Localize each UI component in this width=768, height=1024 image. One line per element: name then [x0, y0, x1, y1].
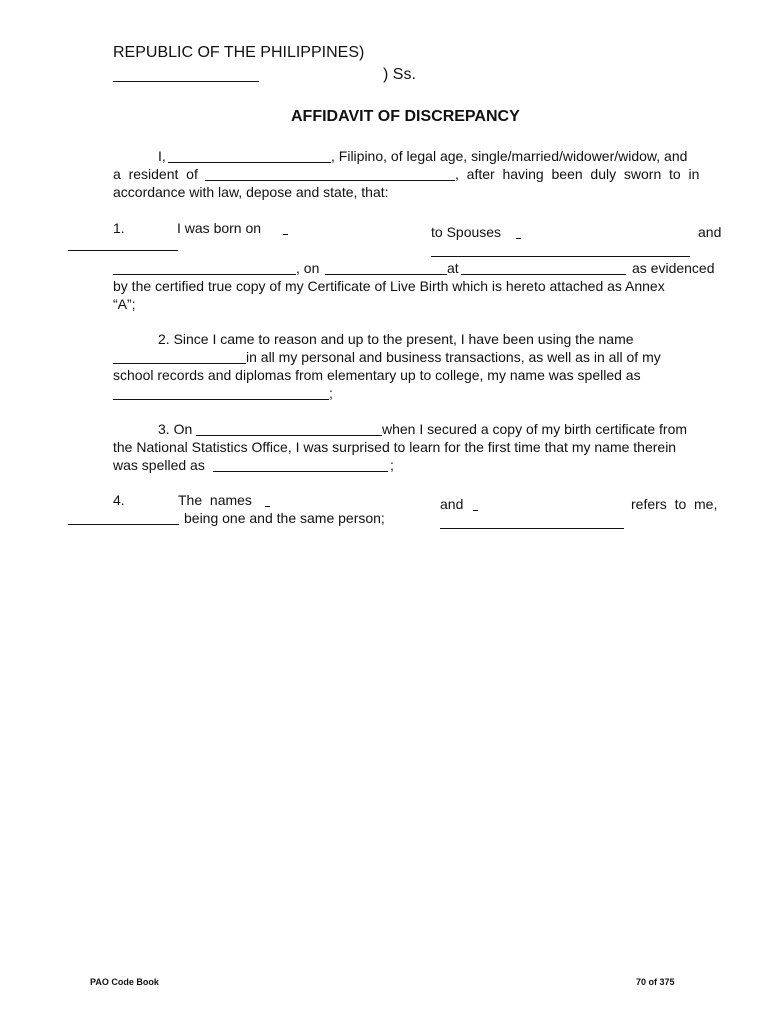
item3-line3-end: ;	[390, 457, 394, 473]
item1-to-spouses: to Spouses	[431, 224, 502, 240]
item4-same-person: being one and the same person;	[184, 510, 385, 526]
item1-as-evidenced: as evidenced	[632, 260, 715, 276]
item4-refers: refers to me,	[631, 496, 718, 512]
item2-line1: 2. Since I came to reason and up to the present, I have been using the name	[158, 331, 634, 347]
item1-born-on: I was born on	[177, 220, 262, 236]
name-a-blank	[265, 506, 270, 507]
province-blank	[113, 81, 259, 82]
item3-line1: when I secured a copy of my birth certificate from	[382, 421, 688, 437]
footer-page-number: 70 of 375	[636, 977, 675, 987]
spouse-left-blank	[68, 250, 178, 251]
item2-line4-end: ;	[329, 385, 333, 401]
name-c-blank	[68, 524, 179, 525]
school-name-blank	[113, 399, 329, 400]
date-secured-blank	[196, 435, 382, 436]
item1-on: , on	[296, 260, 320, 276]
republic-heading: REPUBLIC OF THE PHILIPPINES)	[113, 44, 365, 61]
intro-line2-end: , after having been duly sworn to in	[455, 166, 700, 182]
document-title: AFFIDAVIT OF DISCREPANCY	[291, 108, 520, 125]
residence-blank	[205, 180, 455, 181]
item4-the-names: The names	[178, 492, 252, 508]
item3-line3-start: was spelled as	[113, 457, 205, 473]
footer-book-title: PAO Code Book	[90, 977, 159, 987]
item1-number: 1.	[113, 220, 125, 236]
intro-line1-start: I,	[158, 148, 166, 164]
intro-line2-start: a resident of	[113, 166, 198, 182]
name-d-blank	[440, 528, 624, 529]
spelled-name-blank	[213, 471, 388, 472]
parent-name-blank	[113, 274, 296, 275]
birth-date-blank-2	[325, 274, 447, 275]
item2-line2: in all my personal and business transactions, as well as in all of my	[246, 349, 661, 365]
item1-line3: by the certified true copy of my Certificate of Live Birth which is hereto attached as Annex	[113, 278, 665, 294]
ss-label: ) Ss.	[383, 66, 416, 83]
item4-and: and	[440, 496, 464, 512]
item3-on: 3. On	[158, 421, 193, 437]
item3-line2: the National Statistics Office, I was surprised to learn for the first time that my name therein	[113, 439, 677, 455]
intro-line1-end: , Filipino, of legal age, single/married/widower/widow, and	[331, 148, 688, 164]
name-b-blank	[473, 510, 478, 511]
affiant-name-blank	[168, 162, 331, 163]
item1-at: at	[447, 260, 459, 276]
father-name-blank	[516, 238, 521, 239]
birth-place-blank	[461, 274, 626, 275]
mother-name-blank	[431, 256, 690, 257]
intro-line3: accordance with law, depose and state, that:	[113, 184, 389, 200]
item1-line4: “A”;	[113, 296, 136, 312]
item4-number: 4.	[113, 492, 125, 508]
used-name-blank	[113, 363, 246, 364]
item2-line3: school records and diplomas from elementary up to college, my name was spelled as	[113, 367, 641, 383]
birth-date-blank	[283, 234, 288, 235]
item1-and: and	[698, 224, 722, 240]
